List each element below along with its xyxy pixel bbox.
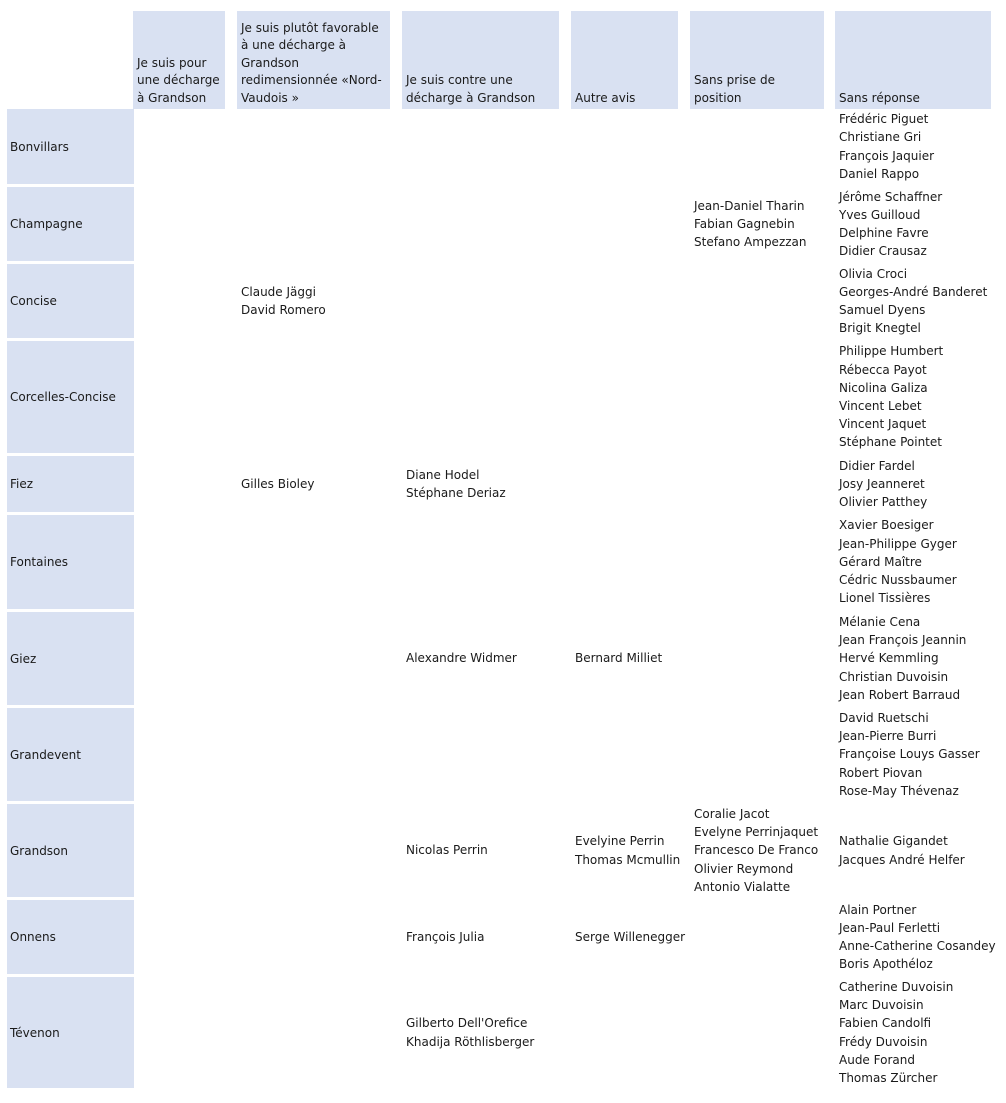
person-name: Francesco De Franco [694,843,819,858]
person-name: Catherine Duvoisin [839,979,954,994]
person-name: Philippe Humbert [839,344,944,359]
row-header-commune: Tévenon [7,977,134,1088]
table-cell [402,900,559,974]
name-list [839,342,943,451]
person-name: David Romero [241,303,326,317]
person-name: Jean Robert Barraud [839,687,961,702]
person-name: Frédy Duvoisin [839,1034,928,1049]
person-name: Thomas Mcmullin [575,852,681,867]
person-name: Coralie Jacot [694,806,770,821]
name-list [839,110,934,183]
name-list [406,841,488,859]
person-name: Jérôme Schaffner [839,189,943,204]
name-list [839,188,942,261]
table-cell [571,612,678,705]
row-header-commune: Onnens [7,900,134,974]
column-header-sans-prise-de-position: Sans prise de position [690,11,824,109]
person-name: François Julia [406,929,485,944]
person-name: Jacques André Helfer [839,852,965,867]
table-cell [237,264,390,338]
person-name: Christian Duvoisin [839,669,949,684]
person-name: Rose-May Thévenaz [839,783,959,798]
column-header-autre-avis: Autre avis [571,11,678,109]
table-cell [835,187,991,261]
person-name: Nicolas Perrin [406,843,488,858]
person-name: Jean-Paul Ferletti [839,920,941,935]
person-name: Françoise Louys Gasser [839,747,980,762]
person-name: Stéphane Deriaz [406,486,506,500]
name-list [839,978,953,1087]
table-cell [835,977,991,1088]
person-name: Bernard Milliet [575,651,663,666]
column-header-sans-reponse: Sans réponse [835,11,991,109]
person-name: Khadija Röthlisberger [406,1034,535,1049]
row-header-commune: Champagne [7,187,134,261]
name-list [839,613,966,704]
person-name: Vincent Jaquet [839,417,927,432]
person-name: Alain Portner [839,902,917,917]
name-list [839,832,965,868]
person-name: Evelyine Perrin [575,834,665,849]
row-header-commune: Concise [7,264,134,338]
table-cell [690,187,824,261]
row-header-commune: Bonvillars [7,109,134,184]
person-name: Marc Duvoisin [839,998,924,1013]
table-cell [835,341,991,453]
person-name: Christiane Gri [839,130,922,145]
table-cell [402,804,559,897]
person-name: Olivia Croci [839,266,908,281]
name-list [694,197,807,252]
name-list [575,832,680,868]
person-name: David Ruetschi [839,710,929,725]
person-name: Jean-Daniel Tharin [694,198,805,213]
person-name: Antonio Vialatte [694,879,791,894]
person-name: Fabian Gagnebin [694,216,795,231]
name-list [839,516,957,607]
table-cell [571,804,681,897]
person-name: Nathalie Gigandet [839,834,948,849]
table-cell [835,900,996,974]
name-list [575,928,685,946]
person-name: Hervé Kemmling [839,651,939,666]
person-name: Nicolina Galiza [839,380,928,395]
table-cell [835,109,991,184]
column-header-pour: Je suis pour une décharge à Grandson [133,11,225,109]
name-list [839,901,996,974]
person-name: Rébecca Payot [839,362,927,377]
table-cell [237,456,390,512]
name-list [406,1014,534,1050]
person-name: Anne-Catherine Cosandey [839,939,996,953]
person-name: Alexandre Widmer [406,651,517,666]
person-name: Olivier Patthey [839,495,928,510]
person-name: Claude Jäggi [241,284,316,299]
person-name: Josy Jeanneret [839,476,925,491]
table-cell [402,612,559,705]
table-cell [571,900,686,974]
row-header-commune: Giez [7,612,134,705]
table-cell [835,515,991,609]
name-list [241,283,326,319]
table-cell [690,804,824,897]
person-name: François Jaquier [839,148,935,163]
name-list [406,928,484,946]
person-name: Jean-Pierre Burri [839,729,937,744]
name-list [839,265,987,338]
name-list [839,709,980,800]
person-name: Lionel Tissières [839,591,931,606]
person-name: Fabien Candolfi [839,1016,932,1031]
person-name: Jean-Philippe Gyger [839,536,957,551]
column-header-contre: Je suis contre une décharge à Grandson [402,11,559,109]
person-name: Olivier Reymond [694,861,794,876]
person-name: Stéphane Pointet [839,435,942,450]
table-cell [835,612,991,705]
person-name: Didier Fardel [839,458,915,473]
table-cell [835,708,991,801]
person-name: Gilles Bioley [241,476,315,491]
row-header-commune: Grandson [7,804,134,897]
person-name: Gérard Maître [839,554,922,569]
person-name: Gilberto Dell'Orefice [406,1016,528,1031]
name-list [406,466,506,502]
person-name: Thomas Zürcher [839,1070,938,1085]
person-name: Frédéric Piguet [839,112,929,127]
person-name: Robert Piovan [839,765,923,780]
table-cell [835,456,991,512]
person-name: Xavier Boesiger [839,518,934,533]
person-name: Vincent Lebet [839,399,922,413]
person-name: Delphine Favre [839,226,929,240]
table-cell [835,804,991,897]
person-name: Didier Crausaz [839,244,927,259]
person-name: Brigit Knegtel [839,321,921,336]
row-header-commune: Fiez [7,456,134,512]
row-header-commune: Fontaines [7,515,134,609]
person-name: Daniel Rappo [839,166,920,181]
person-name: Serge Willenegger [575,929,686,944]
person-name: Samuel Dyens [839,303,926,317]
person-name: Stefano Ampezzan [694,235,807,250]
name-list [575,649,662,667]
person-name: Evelyne Perrinjaquet [694,825,819,840]
person-name: Aude Forand [839,1052,915,1067]
row-header-commune: Corcelles-Concise [7,341,134,453]
table-cell [835,264,991,338]
person-name: Georges-André Banderet [839,284,988,299]
name-list [406,649,517,667]
table-cell [402,456,559,512]
name-list [839,457,927,512]
person-name: Jean François Jeannin [839,633,967,648]
name-list [694,805,818,896]
person-name: Diane Hodel [406,467,480,482]
person-name: Mélanie Cena [839,614,921,629]
column-header-plutot-favorable: Je suis plutôt favorable à une décharge à Grandson redimensionnée «Nord-Vaudois » [237,11,390,109]
person-name: Yves Guilloud [839,207,921,222]
row-header-commune: Grandevent [7,708,134,801]
person-name: Boris Apothéloz [839,957,933,972]
person-name: Cédric Nussbaumer [839,573,957,588]
name-list [241,475,314,493]
table-cell [402,977,559,1088]
